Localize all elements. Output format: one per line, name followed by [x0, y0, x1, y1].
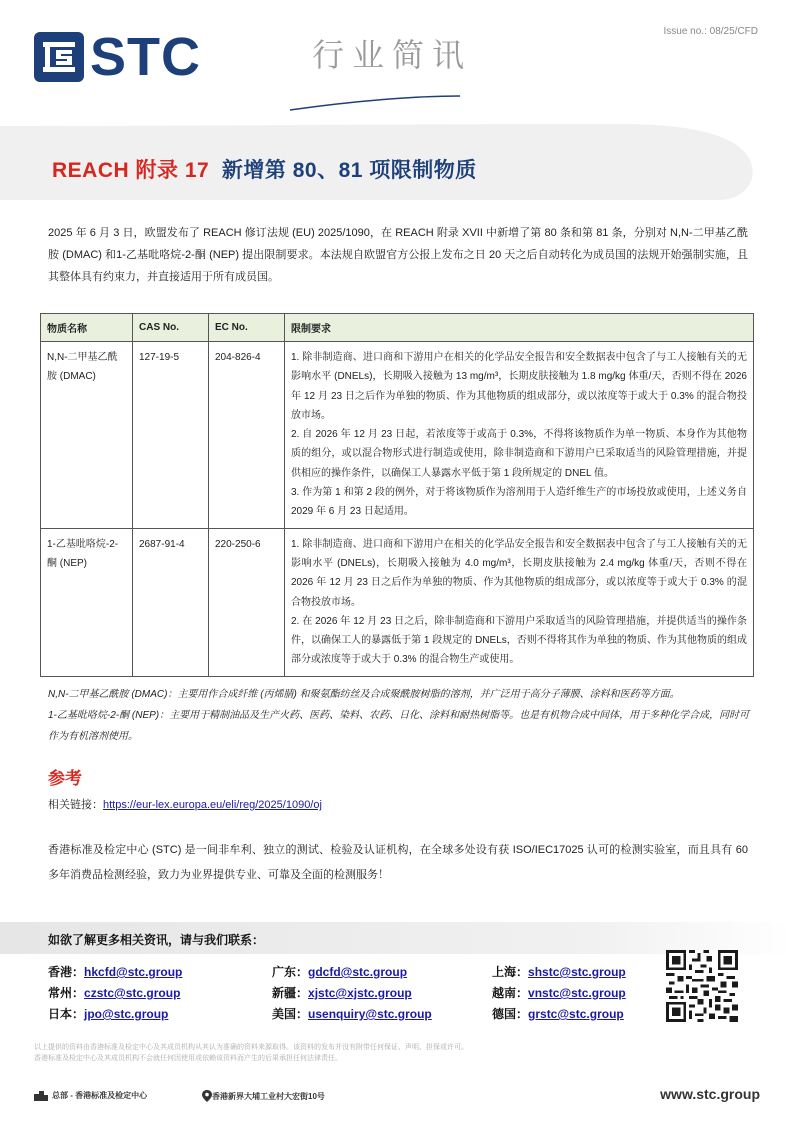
contact-label: 上海：: [492, 965, 529, 979]
column-header-requirements: 限制要求: [285, 314, 754, 342]
cas-number: 2687-91-4: [133, 528, 209, 676]
contact-germany: [492, 1005, 624, 1022]
contact-email[interactable]: grstc@stc.group: [528, 1007, 624, 1021]
headline-part-1: REACH 附录 17: [52, 159, 210, 182]
table-header-row: [41, 314, 754, 342]
table-row: [41, 342, 754, 529]
reference-title: 参考: [48, 769, 82, 788]
column-header-cas: CAS No.: [133, 314, 209, 342]
contact-vietnam: [492, 984, 626, 1001]
contact-email[interactable]: jpo@stc.group: [84, 1007, 169, 1021]
brand-name: STC: [90, 27, 201, 87]
contact-label: 日本：: [48, 1007, 85, 1021]
building-icon: [34, 1091, 48, 1101]
column-header-ec: EC No.: [209, 314, 285, 342]
requirement-item: 1. 除非制造商、进口商和下游用户在相关的化学品安全报告和安全数据表中包含了与工人接触有关的无影响水平 (DNELs)，长期吸入接触为 4.0 mg/m³，长期皮肤接触为 2.4 mg/kg 体重/天，否则不得在 2026 年 12 月 23 日之后作为单独的物质、作为其他物质的组成部分，或以浓度等于或大于 0.3% 的混合物投放市场。: [291, 538, 747, 608]
stc-logo: [34, 27, 201, 87]
location-pin-icon: [202, 1090, 212, 1102]
reference-line: [48, 796, 322, 812]
contact-label: 新疆：: [272, 986, 309, 1000]
requirement-item: 3. 作为第 1 和第 2 段的例外，对于将该物质作为溶剂用于人造纤维生产的市场投放或使用，上述义务自 2029 年 6 月 23 日起适用。: [291, 487, 747, 518]
stc-logo-mark-icon: [34, 32, 84, 82]
contact-japan: [48, 1005, 168, 1022]
headline-part-2: 新增第 80、81 项限制物质: [221, 159, 477, 182]
disclaimer-line: 香港标准及检定中心及其成员机构不会就任何因使用或依赖该资料而产生的后果承担任何法律责任。: [34, 1055, 342, 1062]
substance-name: 1-乙基吡咯烷-2-酮 (NEP): [41, 528, 133, 676]
contact-email[interactable]: gdcfd@stc.group: [308, 965, 408, 979]
contact-usa: [272, 1005, 432, 1022]
footer-address: [202, 1090, 325, 1102]
footer-website[interactable]: www.stc.group: [660, 1086, 760, 1102]
restriction-table: [40, 313, 754, 677]
contact-label: 香港：: [48, 965, 85, 979]
contact-email[interactable]: czstc@stc.group: [84, 986, 181, 1000]
note-dmac: N,N-二甲基乙酰胺 (DMAC)：主要用作合成纤维 (丙烯腈) 和聚氨酯纺丝及合成聚酰胺树脂的溶剂，并广泛用于高分子薄膜、涂料和医药等方面。: [48, 689, 680, 700]
table-row: [41, 528, 754, 676]
footer-address-text: 香港新界大埔工业村大宏街10号: [212, 1091, 325, 1101]
contact-email[interactable]: usenquiry@stc.group: [308, 1007, 432, 1021]
ec-number: 204-826-4: [209, 342, 285, 529]
restriction-requirements: [285, 342, 754, 529]
disclaimer-line: 以上提供的资料由香港标准及检定中心及其成员机构从其认为准确的资料来源取得。该资料的发布并没有附带任何保证、声明、担保或许可。: [34, 1044, 468, 1051]
requirement-item: 1. 除非制造商、进口商和下游用户在相关的化学品安全报告和安全数据表中包含了与工人接触有关的无影响水平 (DNELs)，长期吸入接触为 13 mg/m³，长期皮肤接触为 1.8 mg/kg 体重/天，否则不得在 2026 年 12 月 23 日之后作为单独的物质、作为其他物质的组成部分，或以浓度等于或大于 0.3% 的混合物投放市场。: [291, 352, 747, 421]
contact-changzhou: [48, 984, 180, 1001]
headline: [52, 154, 477, 184]
contact-shanghai: [492, 963, 626, 980]
footer-headquarters: [34, 1090, 147, 1101]
contact-hong-kong: [48, 963, 182, 980]
contact-xinjiang: [272, 984, 412, 1001]
header-swoosh: [0, 88, 794, 208]
reference-label: 相关链接：: [48, 799, 103, 811]
contact-title: 如欲了解更多相关资讯，请与我们联系：: [48, 933, 265, 947]
contact-email[interactable]: hkcfd@stc.group: [84, 965, 183, 979]
qr-code-icon: [666, 950, 738, 1022]
disclaimer: [34, 1042, 634, 1064]
note-nep: 1-乙基吡咯烷-2-酮 (NEP)：主要用于精制油品及生产火药、医药、染料、农药、日化、涂料和耐热树脂等。也是有机物合成中间体，用于多种化学合成，同时可作为有机溶剂使用。: [48, 710, 750, 742]
footer-hq-text: 总部 - 香港标准及检定中心: [52, 1091, 148, 1100]
contact-label: 德国：: [492, 1007, 529, 1021]
page-header-title: 行业简讯: [312, 36, 473, 74]
issue-number: Issue no.: 08/25/CFD: [663, 26, 758, 37]
contact-label: 广东：: [272, 965, 309, 979]
cas-number: 127-19-5: [133, 342, 209, 529]
contact-email[interactable]: xjstc@xjstc.group: [308, 986, 412, 1000]
contact-label: 常州：: [48, 986, 85, 1000]
contact-guangdong: [272, 963, 407, 980]
contact-email[interactable]: shstc@stc.group: [528, 965, 626, 979]
column-header-substance: 物质名称: [41, 314, 133, 342]
contact-email[interactable]: vnstc@stc.group: [528, 986, 626, 1000]
requirement-item: 2. 在 2026 年 12 月 23 日之后，除非制造商和下游用户采取适当的风险管理措施，并提供适当的操作条件，以确保工人的暴露低于第 1 段规定的 DNELs，否则不得将其作为单独的物质、作为其他物质的组成部分或浓度等于或大于 0.3% 的混合物生产或使用。: [291, 615, 747, 666]
substance-notes: [48, 684, 754, 747]
requirement-item: 2. 自 2026 年 12 月 23 日起，若浓度等于或高于 0.3%，不得将该物质作为单一物质、本身作为其他物质的组分，或以混合物形式进行制造或使用，除非制造商和下游用户已采取适当的风险管理措施，并提供相应的操作条件，以确保工人暴露水平低于第 1 段所规定的 DNEL 值。: [291, 429, 747, 479]
about-stc-paragraph: 香港标准及检定中心 (STC) 是一间非牟利、独立的测试、检验及认证机构，在全球多处设有获 ISO/IEC17025 认可的检测实验室，而且具有 60 多年消费品检测经验，致力为业界提供专业、可靠及全面的检测服务！: [48, 844, 748, 881]
contact-label: 美国：: [272, 1007, 309, 1021]
reference-link[interactable]: https://eur-lex.europa.eu/eli/reg/2025/1090/oj: [103, 799, 322, 811]
contact-label: 越南：: [492, 986, 529, 1000]
ec-number: 220-250-6: [209, 528, 285, 676]
restriction-requirements: [285, 528, 754, 676]
intro-paragraph: 2025 年 6 月 3 日，欧盟发布了 REACH 修订法规 (EU) 2025/1090，在 REACH 附录 XVII 中新增了第 80 条和第 81 条，分别对 N,N-二甲基乙酰胺 (DMAC) 和1-乙基吡咯烷-2-酮 (NEP) 提出限制要求。本法规自欧盟官方公报上发布之日 20 天之后自动转化为成员国的法规开始强制实施，且其整体具有约束力，并直接适用于所有成员国。: [48, 227, 748, 283]
substance-name: N,N-二甲基乙酰胺 (DMAC): [41, 342, 133, 529]
